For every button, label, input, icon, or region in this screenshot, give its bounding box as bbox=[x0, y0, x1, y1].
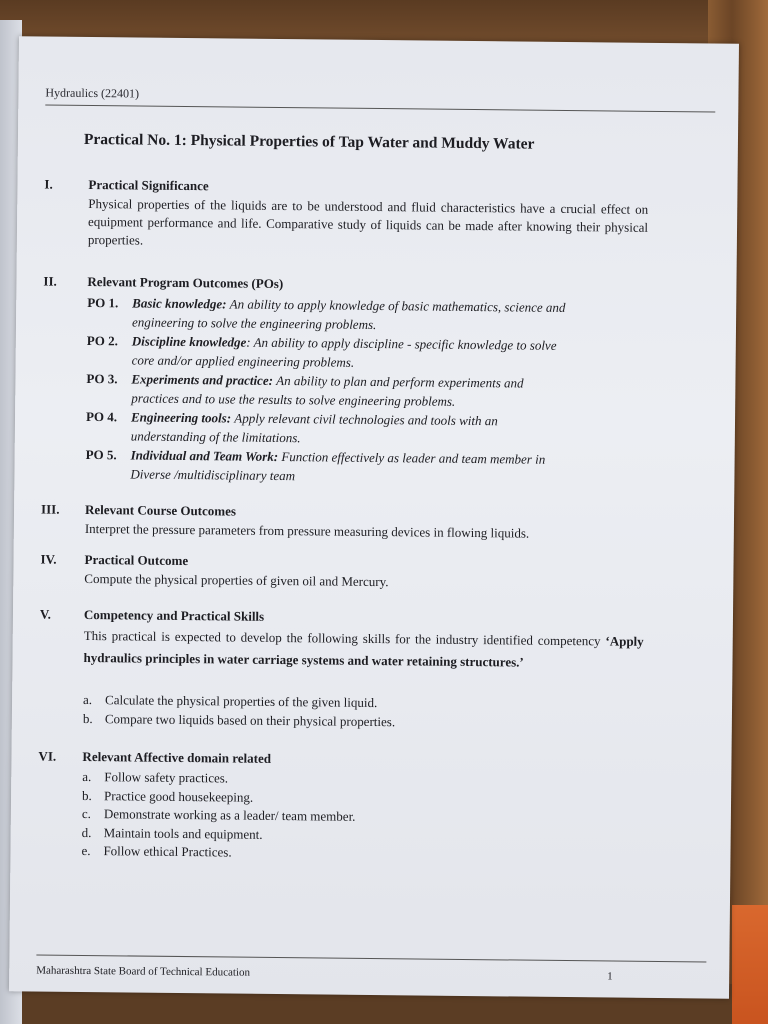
header-rule bbox=[45, 105, 715, 113]
po-label: Engineering tools: bbox=[130, 409, 232, 426]
list-marker: d. bbox=[81, 824, 92, 840]
section-number: IV. bbox=[40, 551, 57, 567]
section-course-outcomes bbox=[14, 501, 734, 541]
footer-institution: Maharashtra State Board of Technical Education bbox=[36, 964, 251, 979]
section-title: Relevant Affective domain related bbox=[82, 748, 272, 766]
skills-list bbox=[83, 691, 643, 734]
po-number: PO 4. bbox=[85, 408, 118, 425]
document-page bbox=[9, 36, 739, 998]
program-outcome-4 bbox=[86, 408, 646, 451]
section-number: VI. bbox=[38, 748, 57, 764]
po-text: Apply relevant civil technologies and tools with an bbox=[234, 410, 498, 429]
section-title: Competency and Practical Skills bbox=[83, 606, 265, 624]
po-label: Basic knowledge: bbox=[132, 295, 227, 312]
list-marker: c. bbox=[81, 805, 91, 822]
po-number: PO 3. bbox=[86, 370, 118, 387]
po-text-continued: understanding of the limitations. bbox=[130, 427, 301, 445]
section-number: III. bbox=[40, 501, 60, 517]
section-title: Relevant Program Outcomes (POs) bbox=[87, 273, 284, 292]
po-label: Experiments and practice: bbox=[131, 371, 274, 388]
section-competency-skills bbox=[13, 606, 733, 729]
section-body-text: This practical is expected to develop the following skills for the industry identified competency bbox=[83, 627, 606, 649]
page-number: 1 bbox=[607, 970, 613, 983]
section-title: Practical Significance bbox=[88, 176, 209, 194]
section-title: Relevant Course Outcomes bbox=[84, 501, 237, 519]
section-body bbox=[83, 625, 643, 675]
section-body: Interpret the pressure parameters from pressure measuring devices in flowing liquids. bbox=[84, 520, 530, 541]
running-header: Hydraulics (22401) bbox=[45, 85, 140, 101]
list-item-text: Follow safety practices. bbox=[104, 769, 229, 786]
list-marker: a. bbox=[82, 768, 92, 785]
program-outcome-2 bbox=[87, 332, 647, 375]
list-item-text: Follow ethical Practices. bbox=[103, 843, 232, 860]
po-text: An ability to plan and perform experiments and bbox=[276, 372, 524, 391]
section-body: Compute the physical properties of given oil and Mercury. bbox=[84, 570, 389, 590]
po-text-continued: core and/or applied engineering problems. bbox=[131, 351, 355, 370]
list-item-text: Maintain tools and equipment. bbox=[103, 824, 263, 842]
po-text: Function effectively as leader and team member in bbox=[281, 449, 546, 467]
section-practical-significance bbox=[18, 176, 738, 248]
list-item-text: Compare two liquids based on their physical properties. bbox=[104, 710, 396, 729]
section-body: Physical properties of the liquids are to be understood and fluid characteristics have a crucial effect on equipment performance and life. Comparative study of liquids can be made after knowing their physical properties. bbox=[87, 195, 649, 248]
competency-statement: ‘Apply hydraulics principles in water carriage systems and water retaining structures.’ bbox=[83, 633, 644, 670]
program-outcome-5 bbox=[85, 446, 645, 489]
list-marker: b. bbox=[82, 710, 93, 726]
po-number: PO 1. bbox=[87, 294, 119, 311]
program-outcome-3 bbox=[86, 370, 646, 413]
section-title: Practical Outcome bbox=[84, 551, 189, 569]
po-number: PO 2. bbox=[86, 332, 118, 349]
page-title: Practical No. 1: Physical Properties of Tap Water and Muddy Water bbox=[83, 130, 535, 153]
program-outcome-1 bbox=[87, 294, 647, 337]
po-number: PO 5. bbox=[85, 446, 117, 463]
list-item-text: Calculate the physical properties of the given liquid. bbox=[104, 692, 378, 711]
po-label: Discipline knowledge bbox=[131, 333, 247, 350]
po-text-continued: practices and to use the results to solve engineering problems. bbox=[131, 389, 456, 409]
po-text-continued: engineering to solve the engineering problems. bbox=[131, 313, 377, 332]
po-text: : An ability to apply discipline - specific knowledge to solve bbox=[246, 334, 557, 353]
section-practical-outcome bbox=[14, 551, 734, 590]
list-item-text: Demonstrate working as a leader/ team member. bbox=[103, 806, 356, 824]
po-text: An ability to apply knowledge of basic mathematics, science and bbox=[229, 296, 566, 315]
orange-cloth bbox=[732, 905, 768, 1024]
list-marker: e. bbox=[81, 842, 91, 859]
section-number: II. bbox=[43, 273, 57, 289]
section-number: V. bbox=[39, 606, 52, 622]
section-program-outcomes bbox=[17, 273, 737, 483]
section-affective-domain bbox=[12, 748, 732, 860]
po-text-continued: Diverse /multidisciplinary team bbox=[130, 465, 296, 483]
po-label: Individual and Team Work: bbox=[130, 447, 279, 464]
section-number: I. bbox=[44, 176, 53, 192]
list-marker: b. bbox=[81, 787, 92, 803]
affective-list bbox=[81, 768, 642, 866]
footer-rule bbox=[36, 954, 706, 962]
list-marker: a. bbox=[83, 691, 93, 708]
list-item-text: Practice good housekeeping. bbox=[103, 787, 254, 805]
